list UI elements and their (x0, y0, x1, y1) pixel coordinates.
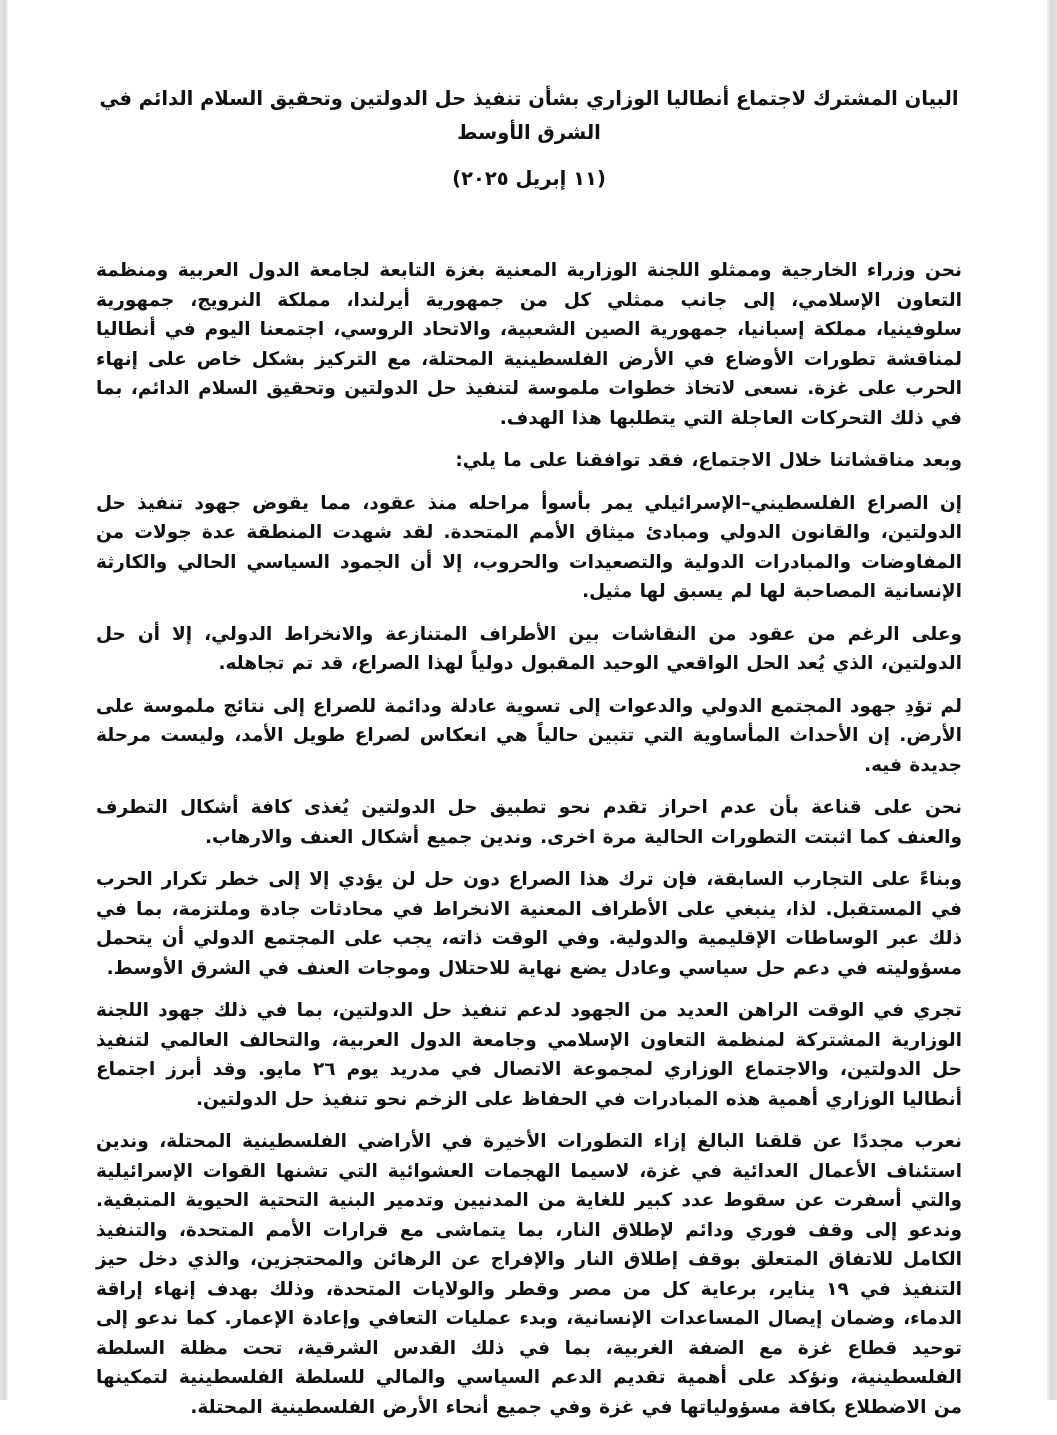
paragraph-current-initiatives: تجري في الوقت الراهن العديد من الجهود لدعم تنفيذ حل الدولتين، بما في ذلك جهود اللجنة الوزارية المشتركة لمنظمة التعاون الإسلامي وجامعة الدول العربية، والتحالف العالمي لتنفيذ حل الدولتين، والاجتماع الوزاري لمجموعة الاتصال في مدريد يوم ٢٦ مايو. وقد أبرز اجتماع أنطاليا الوزاري أهمية هذه المبادرات في الحفاظ على الزخم نحو تنفيذ حل الدولتين. (96, 1000, 962, 1110)
paragraph-agreement-lead: وبعد مناقشاتنا خلال الاجتماع، فقد توافقنا على ما يلي: (455, 450, 962, 471)
document-body (96, 256, 962, 1422)
paragraph-conflict-state: إن الصراع الفلسطيني–الإسرائيلي يمر بأسوأ مراحله منذ عقود، مما يقوض جهود تنفيذ حل الدولتين، والقانون الدولي ومبادئ ميثاق الأمم المتحدة. لقد شهدت المنطقة عدة جولات من المفاوضات والمبادرات الدولية والتصعيدات والحروب، إلا أن الجمود السياسي الحالي والكارثة الإنسانية المصاحبة لها لم يسبق لها مثيل. (96, 492, 962, 602)
paragraph-international-efforts: لم تؤدِ جهود المجتمع الدولي والدعوات إلى تسوية عادلة ودائمة للصراع إلى نتائج ملموسة على الأرض. إن الأحداث المأساوية التي تتبين حالياً هي انعكاس لصراع طويل الأمد، وليست مرحلة جديدة فيه. (96, 695, 962, 776)
document-title: البيان المشترك لاجتماع أنطاليا الوزاري بشأن تنفيذ حل الدولتين وتحقيق السلام الدائم في الشرق الأوسط (99, 87, 959, 144)
paragraph-extremism: نحن على قناعة بأن عدم احراز تقدم نحو تطبيق حل الدولتين يُغذى كافة أشكال التطرف والعنف كما اثبتت التطورات الحالية مرة اخرى. وندين جميع أشكال العنف والارهاب. (96, 797, 962, 848)
paragraph-gaza-ceasefire: نعرب مجددًا عن قلقنا البالغ إزاء التطورات الأخيرة في الأراضي الفلسطينية المحتلة، وندين استئناف الأعمال العدائية في غزة، لاسيما الهجمات العشوائية التي تشنها القوات الإسرائيلية والتي أسفرت عن سقوط عدد كبير للغاية من المدنيين وتدمير البنية التحتية الحيوية المتبقية. وندعو إلى وقف فوري ودائم لإطلاق النار، بما يتماشى مع قرارات الأمم المتحدة، والتنفيذ الكامل للاتفاق المتعلق بوقف إطلاق النار والإفراج عن الرهائن والمحتجزين، والذي دخل حيز التنفيذ في ١٩ يناير، برعاية كل من مصر وقطر والولايات المتحدة، وذلك بهدف إنهاء إراقة الدماء، وضمان إيصال المساعدات الإنسانية، وبدء عمليات التعافي وإعادة الإعمار. كما ندعو إلى توحيد قطاع غزة مع الضفة الغربية، بما في ذلك القدس الشرقية، تحت مظلة السلطة الفلسطينية، ونؤكد على أهمية تقديم الدعم السياسي والمالي للسلطة الفلسطينية لتمكينها من الاضطلاع بكافة مسؤولياتها في غزة وفي جميع أنحاء الأرض الفلسطينية المحتلة. (96, 1131, 962, 1418)
document-page (96, 82, 962, 1435)
page-edge-left (0, 0, 8, 1400)
page-edge-right (1047, 0, 1057, 1400)
paragraph-intro: نحن وزراء الخارجية وممثلو اللجنة الوزارية المعنية بغزة التابعة لجامعة الدول العربية ومنظمة التعاون الإسلامي، إلى جانب ممثلي كل من جمهورية أيرلندا، مملكة النرويج، جمهورية سلوفينيا، مملكة إسبانيا، جمهورية الصين الشعبية، والاتحاد الروسي، اجتمعنا اليوم في أنطاليا لمناقشة تطورات الأوضاع في الأرض الفلسطينية المحتلة، مع التركيز بشكل خاص على إنهاء الحرب على غزة. نسعى لاتخاذ خطوات ملموسة لتنفيذ حل الدولتين وتحقيق السلام الدائم، بما في ذلك التحركات العاجلة التي يتطلبها هذا الهدف. (96, 260, 962, 429)
paragraph-past-experiences: وبناءً على التجارب السابقة، فإن ترك هذا الصراع دون حل لن يؤدي إلا إلى خطر تكرار الحرب في المستقبل. لذا، ينبغي على الأطراف المعنية الانخراط في محادثات جادة وملتزمة، بما في ذلك عبر الوساطات الإقليمية والدولية. وفي الوقت ذاته، يجب على المجتمع الدولي أن يتحمل مسؤوليته في دعم حل سياسي وعادل يضع نهاية للاحتلال وموجات العنف في الشرق الأوسط. (96, 869, 962, 979)
document-date: (١١ إبريل ٢٠٢٥) (452, 167, 606, 190)
paragraph-two-state-ignored: وعلى الرغم من عقود من النقاشات بين الأطراف المتنازعة والانخراط الدولي، إلا أن حل الدولتين، الذي يُعد الحل الواقعي الوحيد المقبول دولياً لهذا الصراع، قد تم تجاهله. (96, 623, 962, 674)
